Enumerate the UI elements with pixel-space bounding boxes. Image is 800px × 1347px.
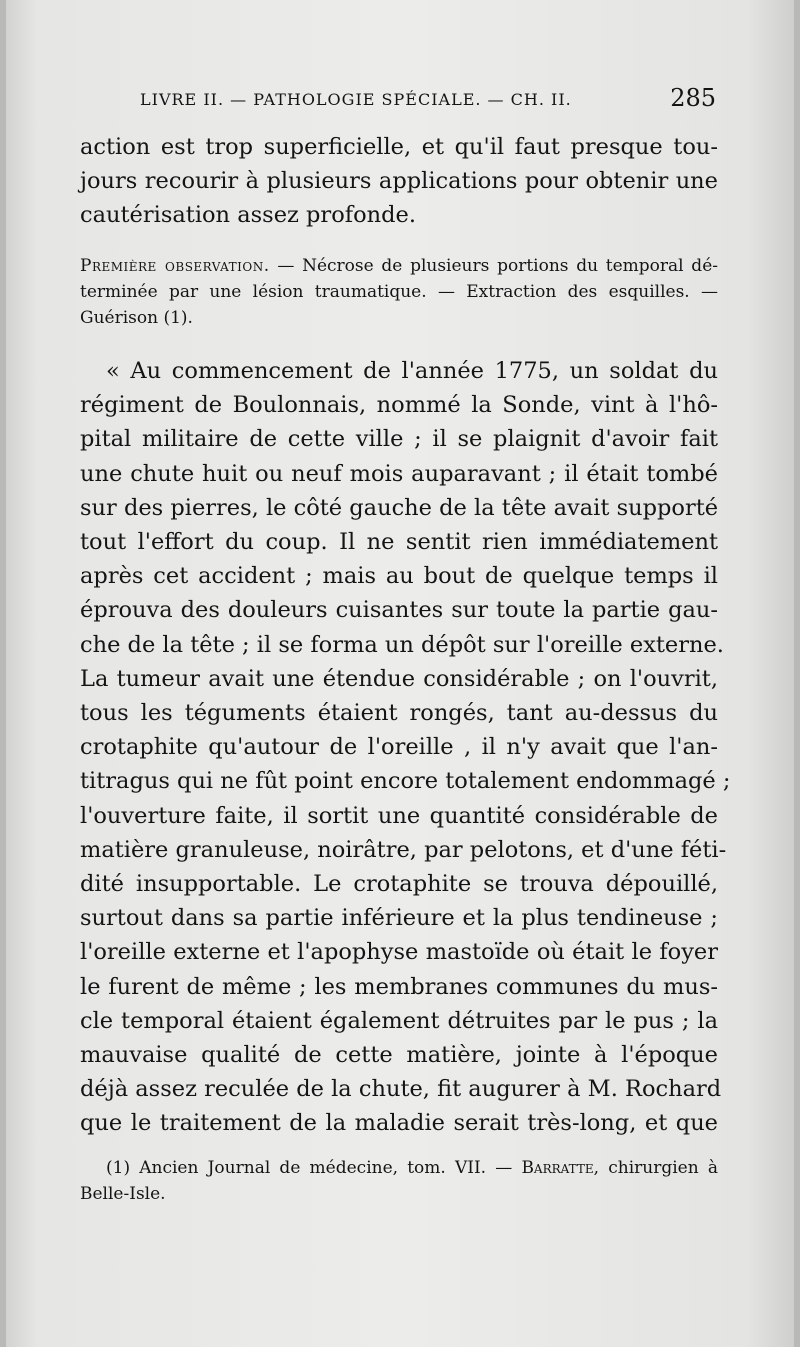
book-page [6,0,794,1347]
observation-line-1-rest: — Nécrose de plusieurs portions du temporal dé- [269,256,718,276]
text-line: pital militaire de cette ville ; il se plaignit d'avoir fait [80,426,718,453]
text-line: après cet accident ; mais au bout de quelque temps il [80,563,718,590]
text-line: tout l'effort du coup. Il ne sentit rien immédiatement [80,529,718,556]
running-header [140,84,716,118]
text-line: régiment de Boulonnais, nommé la Sonde, vint à l'hô- [80,392,718,419]
text-line: déjà assez reculée de la chute, fit augurer à M. Rochard [80,1076,722,1103]
text-line: crotaphite qu'autour de l'oreille , il n'y avait que l'an- [80,734,718,761]
text-line: che de la tête ; il se forma un dépôt sur l'oreille externe. [80,631,724,658]
footnote-citation: (1) Ancien Journal de médecine, tom. VII. — [106,1158,522,1178]
observation-line: terminée par une lésion traumatique. — Extraction des esquilles. — [80,282,718,302]
main-paragraph [80,354,731,1141]
text-line: dité insupportable. Le crotaphite se trouva dépouillé, [80,871,718,898]
text-line: surtout dans sa partie inférieure et la plus tendineuse ; [80,905,718,932]
observation-line [80,253,718,279]
footnote-role: , chirurgien à [593,1158,718,1178]
footnote-line: Belle-Isle. [80,1184,166,1204]
text-line: titragus qui ne fût point encore totalement endommagé ; [80,768,731,795]
text-line: matière granuleuse, noirâtre, par pelotons, et d'une féti- [80,836,727,863]
observation-heading [80,253,718,331]
intro-paragraph [80,130,718,233]
text-line: le furent de même ; les membranes communes du mus- [80,973,718,1000]
footnote [80,1155,718,1207]
observation-label: Première observation. [80,256,270,276]
text-line: cle temporal étaient également détruites par le pus ; la [80,1007,718,1034]
text-line: La tumeur avait une étendue considérable ; on l'ouvrit, [80,665,718,692]
text-line: une chute huit ou neuf mois auparavant ; il était tombé [80,460,718,487]
observation-line: Guérison (1). [80,308,193,328]
running-title: LIVRE II. — PATHOLOGIE SPÉCIALE. — CH. II. [140,90,572,109]
text-line: jours recourir à plusieurs applications pour obtenir une [80,168,718,195]
footnote-author: Barratte [521,1158,594,1178]
text-line: mauvaise qualité de cette matière, jointe à l'époque [80,1042,718,1069]
text-line: « Au commencement de l'année 1775, un soldat du [106,358,718,384]
text-line: cautérisation assez profonde. [80,202,416,229]
text-line: l'ouverture faite, il sortit une quantité considérable de [80,802,718,829]
text-line: sur des pierres, le côté gauche de la tête avait supporté [80,494,719,521]
page-number: 285 [670,84,716,112]
text-line: que le traitement de la maladie serait très-long, et que [80,1110,718,1137]
text-line: l'oreille externe et l'apophyse mastoïde où était le foyer [80,939,718,966]
text-line: action est trop superficielle, et qu'il faut presque tou- [80,134,718,160]
text-line: tous les téguments étaient rongés, tant au-dessus du [80,700,718,727]
text-line: éprouva des douleurs cuisantes sur toute la partie gau- [80,597,718,624]
footnote-line [80,1155,718,1181]
